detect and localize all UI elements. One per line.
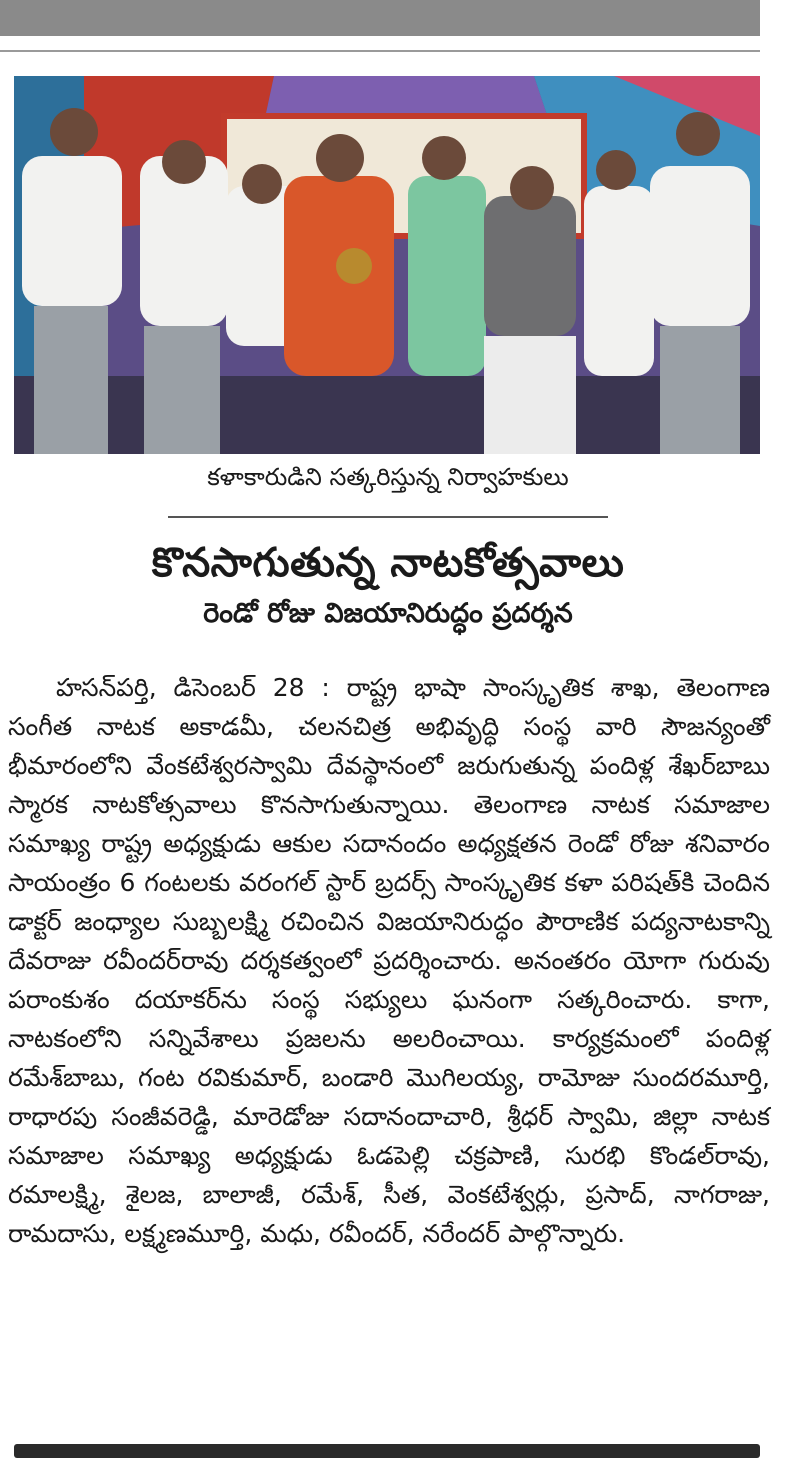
header-divider [0, 50, 760, 52]
article-body: హసన్‌పర్తి, డిసెంబర్ 28 : రాష్ట్ర భాషా సాంస్కృతిక శాఖ, తెలంగాణ సంగీత నాటక అకాడమీ, చలనచిత్ర అభివృద్ధి సంస్థ వారి సౌజన్యంతో భీమారంలోని వేంకటేశ్వరస్వామి దేవస్థానంలో జరుగుతున్న పందిళ్ల శేఖర్‌బాబు స్మారక నాటకోత్సవాలు కొనసాగుతున్నాయి. తెలంగాణ నాటక సమాజాల సమాఖ్య రాష్ట్ర అధ్యక్షుడు ఆకుల సదానందం అధ్యక్షతన రెండో రోజు శనివారం సాయంత్రం 6 గంటలకు వరంగల్ స్టార్ బ్రదర్స్ సాంస్కృతిక కళా పరిషత్‌కి చెందిన డాక్టర్ జంధ్యాల సుబ్బలక్ష్మి రచించిన విజయానిరుద్ధం పౌరాణిక పద్యనాటకాన్ని దేవరాజు రవీందర్‌రావు దర్శకత్వంలో ప్రదర్శించారు. అనంతరం యోగా గురువు పరాంకుశం దయాకర్‌ను సంస్థ సభ్యులు ఘనంగా సత్కరించారు. కాగా, నాటకంలోని సన్నివేశాలు ప్రజలను అలరించాయి. కార్యక్రమంలో పందిళ్ల రమేశ్‌బాబు, గంట రవికుమార్, బండారి మొగిలయ్య, రామోజు సుందరమూర్తి, రాధారపు సంజీవరెడ్డి, మారెడోజు సదానందాచారి, శ్రీధర్ స్వామి, జిల్లా నాటక సమాజాల సమాఖ్య అధ్యక్షుడు ఓడపెల్లి చక్రపాణి, సురభి కొండల్‌రావు, రమాలక్ష్మి, శైలజ, బాలాజీ, రమేశ్, సీత, వెంకటేశ్వర్లు, ప్రసాద్, నాగరాజు, రామదాసు, లక్ష్మణమూర్తి, మధు, రవీందర్, నరేందర్ పాల్గొన్నారు. [8, 673, 770, 1248]
article-headline: కొనసాగుతున్న నాటకోత్సవాలు [151, 540, 625, 586]
photo-caption: కళాకారుడిని సత్కరిస్తున్న నిర్వాహకులు [207, 463, 569, 491]
article-subheadline: రెండో రోజు విజయానిరుద్ధం ప్రదర్శన [203, 598, 573, 629]
news-photo [14, 76, 760, 454]
caption-divider [168, 516, 608, 518]
header-bar [0, 0, 760, 36]
next-article-headline-cropped [14, 1436, 760, 1458]
